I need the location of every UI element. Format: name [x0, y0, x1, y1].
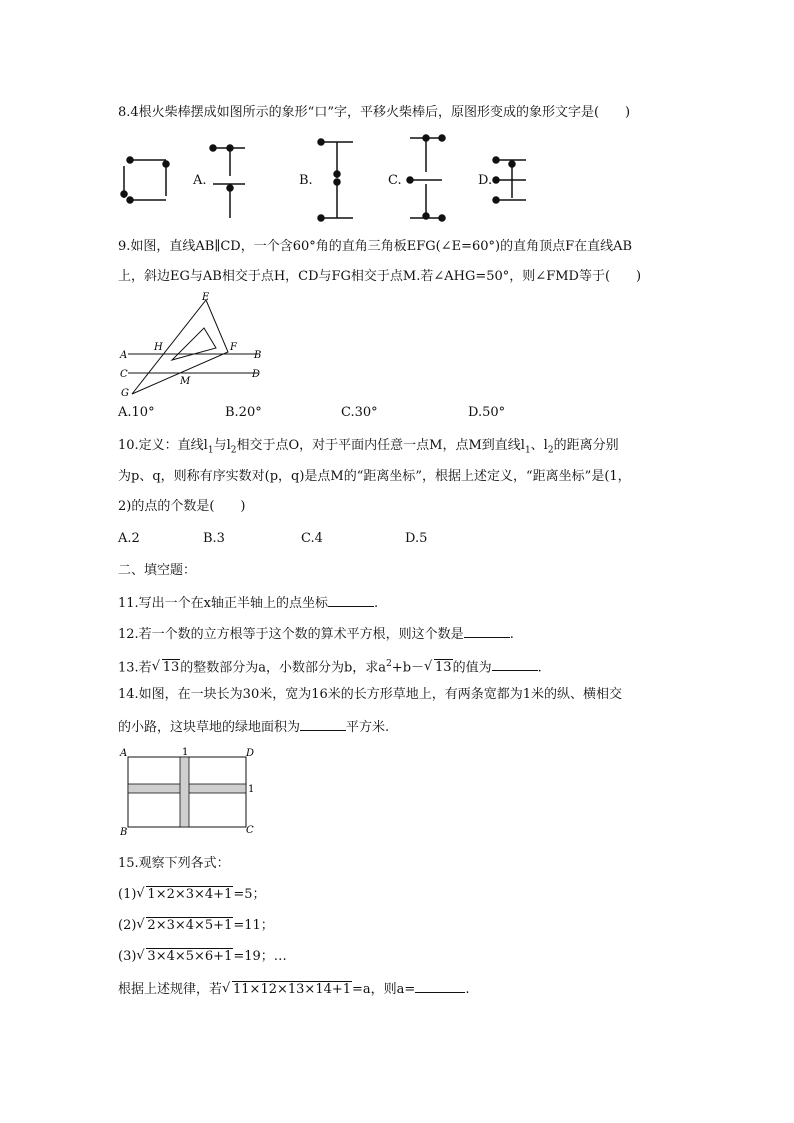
q11-line: 11.写出一个在x轴正半轴上的点坐标 .	[118, 593, 378, 613]
q9-label-d: D	[252, 369, 261, 380]
q14-label-a: A	[120, 748, 128, 759]
q14-label-right-1: 1	[248, 784, 255, 795]
q14-figure	[118, 745, 268, 837]
q14-answer-blank[interactable]	[300, 717, 346, 731]
q13-line: 13.若√ 13的整数部分为a，小数部分为b，求$a^2+b-√$ 13的值为 .	[118, 655, 542, 677]
sqrt-expr-4: √ 11×12×13×14+1	[222, 981, 352, 999]
q12-answer-blank[interactable]	[464, 624, 510, 638]
q9-option-c: C.30°	[341, 405, 378, 420]
q10-option-b: B.3	[203, 531, 225, 546]
q8-option-d: D.	[478, 173, 493, 188]
q15-question: 根据上述规律，若√ 11×12×13×14+1=a，则a= .	[118, 979, 469, 999]
q8-option-a: A.	[193, 173, 207, 188]
q9-label-h: H	[154, 342, 163, 353]
q9-option-d: D.50°	[468, 405, 506, 420]
q9-line2: 上，斜边EG与AB相交于点H，CD与FG相交于点M.若∠AHG=50°，则∠FMD等于( )	[118, 269, 642, 284]
q8-option-d-figure	[490, 152, 530, 208]
q9-label-f: F	[230, 342, 237, 353]
q8-option-c-figure	[404, 132, 450, 224]
q9-label-g: G	[121, 388, 129, 399]
q8-stem: 8.4根火柴棒摆成如图所示的象形“口”字，平移火柴棒后，原图形变成的象形文字是( )	[118, 105, 631, 120]
q13-answer-blank[interactable]	[492, 657, 538, 671]
q8-option-c: C.	[388, 173, 402, 188]
q9-option-b: B.20°	[225, 405, 262, 420]
q15-answer-blank[interactable]	[415, 979, 465, 993]
q14-label-c: C	[246, 825, 254, 836]
q15-item-2: (2)√ 2×3×4×5+1=11；	[118, 917, 274, 935]
q9-label-e: E	[202, 292, 210, 303]
q10-option-c: C.4	[301, 531, 323, 546]
q9-label-c: C	[120, 369, 128, 380]
q15-item-3: (3)√ 3×4×5×6+1=19；…	[118, 948, 287, 966]
q8-option-b-figure	[315, 136, 359, 226]
q9-figure	[118, 292, 268, 402]
q15-title: 15.观察下列各式：	[118, 856, 230, 871]
q9-line1: 9.如图，直线AB∥CD，一个含60°角的直角三角板EFG(∠E=60°)的直角顶点F在直线AB	[118, 239, 633, 254]
sqrt-expr-3: √ 3×4×5×6+1	[136, 948, 233, 966]
q9-label-m: M	[180, 376, 191, 387]
q14-line2: 的小路，这块草地的绿地面积为 平方米.	[118, 717, 389, 737]
q10-option-d: D.5	[405, 531, 428, 546]
sqrt-13-second: √ 13	[424, 659, 453, 677]
q8-option-a-figure	[205, 138, 255, 222]
q9-option-a: A.10°	[118, 405, 155, 420]
sqrt-expr-2: √ 2×3×4×5+1	[136, 917, 233, 935]
sqrt-expr-1: √ 1×2×3×4+1	[136, 886, 233, 904]
q10-line2: 为p、q，则称有序实数对(p，q)是点M的“距离坐标”，根据上述定义，“距离坐标”是(1，	[118, 469, 631, 484]
section-fill-in-title: 二、填空题：	[118, 563, 197, 578]
q15-item-1: (1)√ 1×2×3×4+1=5；	[118, 886, 266, 904]
q12-line: 12.若一个数的立方根等于这个数的算术平方根，则这个数是 .	[118, 624, 514, 644]
q8-option-b: B.	[299, 173, 313, 188]
q14-label-b: B	[120, 827, 128, 837]
q14-line1: 14.如图，在一块长为30米，宽为16米的长方形草地上，有两条宽都为1米的纵、横相交	[118, 687, 623, 702]
q8-original-figure	[118, 150, 178, 210]
q11-answer-blank[interactable]	[328, 593, 374, 607]
sqrt-13: √ 13	[152, 659, 181, 677]
q14-label-top-1: 1	[182, 747, 189, 758]
q10-line1: 10.定义：直线$l_1$与$l_2$相交于点O，对于平面内任意一点M，点M到直线$l_1$、$l_2$的距离分别	[118, 438, 619, 456]
q10-option-a: A.2	[118, 531, 140, 546]
q9-label-b: B	[254, 350, 262, 361]
q9-label-a: A	[120, 350, 128, 361]
q14-label-d: D	[246, 748, 255, 759]
q10-line3: 2)的点的个数是( )	[118, 499, 246, 514]
